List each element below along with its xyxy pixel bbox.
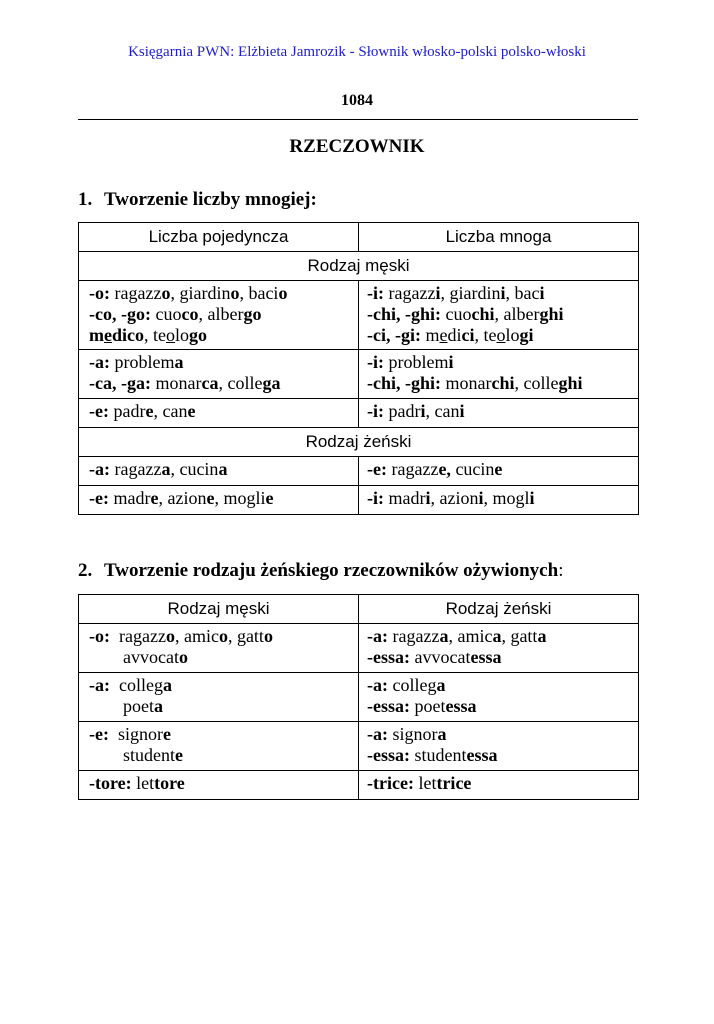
example-line: -e: ragazze, cucine <box>367 459 503 479</box>
example-line: -a: collega <box>89 675 172 695</box>
table-header-row <box>79 595 639 624</box>
feminine-cell <box>359 722 639 771</box>
example-line: -tore: lettore <box>89 773 185 793</box>
feminine-cell <box>359 771 639 800</box>
table-row <box>79 722 639 771</box>
singular-cell <box>79 457 359 486</box>
singular-cell <box>79 281 359 350</box>
example-line: -a: ragazza, amica, gatta <box>367 626 547 646</box>
example-line: -e: padre, cane <box>89 401 196 421</box>
group-row <box>79 428 639 457</box>
example-line: -trice: lettrice <box>367 773 472 793</box>
plural-formation-table <box>78 222 639 515</box>
example-line: -a: signora <box>367 724 447 744</box>
table-row <box>79 771 639 800</box>
group-label: Rodzaj męski <box>79 252 639 281</box>
example-line: -a: problema <box>89 352 184 372</box>
column-header: Rodzaj żeński <box>359 595 639 624</box>
section-colon: : <box>558 560 564 581</box>
example-line: poeta <box>123 696 163 716</box>
section-1-heading <box>78 189 317 211</box>
plural-cell <box>359 281 639 350</box>
example-line: studente <box>123 745 183 765</box>
example-line: -o: ragazzo, amico, gatto <box>89 626 273 646</box>
table-row <box>79 486 639 515</box>
example-line: -essa: studentessa <box>367 745 498 765</box>
column-header: Liczba pojedyncza <box>79 223 359 252</box>
example-line: -chi, -ghi: cuochi, alberghi <box>367 304 564 324</box>
header-rule <box>78 119 638 120</box>
column-header: Liczba mnoga <box>359 223 639 252</box>
section-title: Tworzenie liczby mnogiej: <box>104 189 317 210</box>
singular-cell <box>79 350 359 399</box>
example-line: -ci, -gi: medici, teologi <box>367 325 534 345</box>
feminine-cell <box>359 624 639 673</box>
table-row <box>79 281 639 350</box>
plural-cell <box>359 350 639 399</box>
section-number: 2. <box>78 560 93 581</box>
example-line: -chi, -ghi: monarchi, colleghi <box>367 373 583 393</box>
plural-cell <box>359 399 639 428</box>
table-header-row <box>79 223 639 252</box>
source-header: Księgarnia PWN: Elżbieta Jamrozik - Słownik włosko-polski polsko-włoski <box>128 44 586 60</box>
masculine-cell <box>79 722 359 771</box>
example-line: -i: padri, cani <box>367 401 465 421</box>
table-row <box>79 673 639 722</box>
example-line: -i: problemi <box>367 352 454 372</box>
masculine-cell <box>79 771 359 800</box>
group-label: Rodzaj żeński <box>79 428 639 457</box>
page-number: 1084 <box>341 92 373 109</box>
example-line: -o: ragazzo, giardino, bacio <box>89 283 288 303</box>
column-header: Rodzaj męski <box>79 595 359 624</box>
masculine-cell <box>79 673 359 722</box>
example-line: -essa: poetessa <box>367 696 477 716</box>
example-line: -e: signore <box>89 724 171 744</box>
example-line: avvocato <box>123 647 188 667</box>
example-line: -i: ragazzi, giardini, baci <box>367 283 545 303</box>
plural-cell <box>359 486 639 515</box>
singular-cell <box>79 399 359 428</box>
example-line: -ca, -ga: monarca, collega <box>89 373 281 393</box>
section-title: Tworzenie rodzaju żeńskiego rzeczowników ożywionych <box>104 560 559 581</box>
group-row <box>79 252 639 281</box>
section-2-heading <box>78 560 563 582</box>
table-row <box>79 624 639 673</box>
section-number: 1. <box>78 189 93 210</box>
example-line: -co, -go: cuoco, albergo <box>89 304 262 324</box>
example-line: medico, teologo <box>89 325 208 345</box>
plural-cell <box>359 457 639 486</box>
example-line: -e: madre, azione, moglie <box>89 488 274 508</box>
table-row <box>79 399 639 428</box>
example-line: -a: ragazza, cucina <box>89 459 228 479</box>
example-line: -i: madri, azioni, mogli <box>367 488 535 508</box>
feminine-cell <box>359 673 639 722</box>
feminine-formation-table <box>78 594 639 800</box>
masculine-cell <box>79 624 359 673</box>
example-line: -a: collega <box>367 675 446 695</box>
table-row <box>79 457 639 486</box>
page-title: RZECZOWNIK <box>289 136 425 157</box>
singular-cell <box>79 486 359 515</box>
table-row <box>79 350 639 399</box>
example-line: -essa: avvocatessa <box>367 647 502 667</box>
